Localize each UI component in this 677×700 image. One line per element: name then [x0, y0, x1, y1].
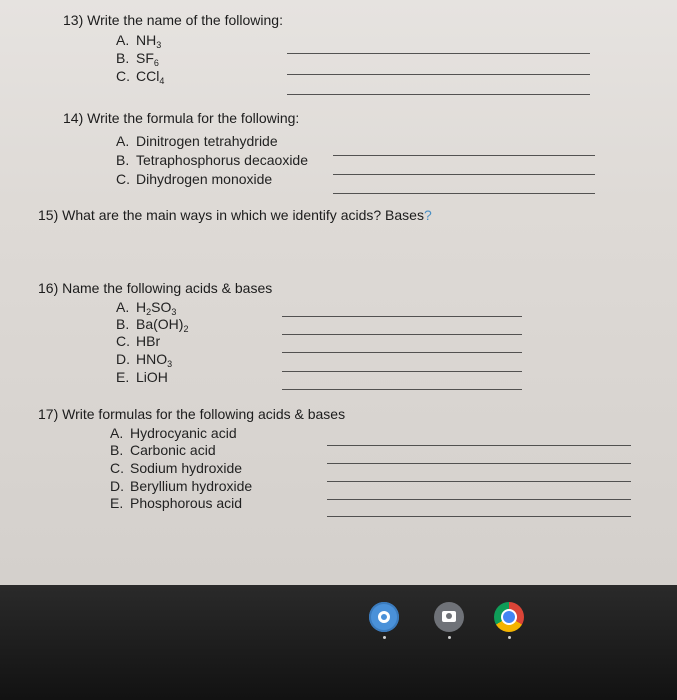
- q17-item-b: [110, 442, 216, 459]
- answer-line: [287, 74, 590, 75]
- chrome-icon[interactable]: [494, 602, 524, 632]
- answer-line: [333, 193, 595, 194]
- answer-line: [287, 53, 590, 54]
- item-text: HNO: [136, 351, 168, 367]
- q16-item-c: [116, 333, 160, 350]
- answer-line: [327, 445, 631, 446]
- item-text: LiOH: [136, 369, 168, 385]
- item-subscript: 3: [171, 307, 177, 317]
- q16-item-a: [116, 299, 176, 316]
- item-letter: B.: [116, 152, 130, 168]
- answer-line: [282, 316, 522, 317]
- item-letter: A.: [116, 299, 130, 315]
- item-subscript: 3: [156, 40, 162, 50]
- q13-item-b: [116, 50, 159, 67]
- item-subscript: 4: [159, 76, 165, 86]
- item-letter: A.: [110, 425, 124, 441]
- q17-item-a: [110, 425, 237, 442]
- item-text: Tetraphosphorus decaoxide: [136, 152, 309, 168]
- answer-line: [287, 94, 590, 95]
- question-14-title: 14) Write the formula for the following:: [63, 110, 300, 126]
- question-17-title: 17) Write formulas for the following acids & bases: [38, 406, 346, 422]
- answer-line: [282, 334, 522, 335]
- chromeos-shelf: [0, 585, 677, 700]
- item-text: SF: [136, 50, 154, 66]
- item-letter: C.: [116, 68, 130, 84]
- q16-item-b: [116, 316, 188, 333]
- question-15-title: [38, 207, 432, 223]
- item-subscript: 3: [167, 359, 173, 369]
- item-letter: A.: [116, 32, 130, 48]
- q16-item-e: [116, 369, 168, 386]
- q14-item-c: [116, 171, 272, 188]
- q13-item-c: [116, 68, 164, 85]
- item-letter: E.: [110, 495, 124, 511]
- running-indicator: [383, 636, 386, 639]
- q17-item-c: [110, 460, 242, 477]
- item-text: Dihydrogen monoxide: [136, 171, 273, 187]
- q14-item-a: [116, 133, 278, 150]
- answer-line: [333, 174, 595, 175]
- item-letter: D.: [116, 351, 130, 367]
- item-text: Ba(OH): [136, 316, 184, 332]
- q13-item-a: [116, 32, 161, 49]
- item-text: Dinitrogen tetrahydride: [136, 133, 278, 149]
- item-text: H: [136, 299, 147, 315]
- q14-item-b: [116, 152, 308, 169]
- item-text: NH: [136, 32, 157, 48]
- camera-icon[interactable]: [434, 602, 464, 632]
- question-13-title: 13) Write the name of the following:: [63, 12, 283, 28]
- item-letter: C.: [116, 171, 130, 187]
- item-letter: B.: [116, 50, 130, 66]
- answer-line: [282, 352, 522, 353]
- answer-line: [327, 481, 631, 482]
- item-letter: E.: [116, 369, 130, 385]
- item-subscript: 6: [153, 58, 159, 68]
- item-text: Phosphorous acid: [130, 495, 243, 511]
- item-subscript: 2: [183, 324, 189, 334]
- answer-line: [282, 389, 522, 390]
- item-subscript: 2: [146, 307, 152, 317]
- q16-item-d: [116, 351, 172, 368]
- item-text: Carbonic acid: [130, 442, 216, 458]
- item-letter: D.: [110, 478, 124, 494]
- answer-line: [282, 371, 522, 372]
- item-text: Sodium hydroxide: [130, 460, 243, 476]
- question-15-text: 15) What are the main ways in which we identify acids? Bases: [38, 207, 424, 223]
- answer-line: [327, 516, 631, 517]
- settings-icon[interactable]: [369, 602, 399, 632]
- item-letter: B.: [110, 442, 124, 458]
- running-indicator: [448, 636, 451, 639]
- item-text: Hydrocyanic acid: [130, 425, 237, 441]
- item-text: CCl: [136, 68, 160, 84]
- item-letter: A.: [116, 133, 130, 149]
- question-15-qmark: ?: [423, 207, 432, 223]
- item-letter: B.: [116, 316, 130, 332]
- answer-line: [327, 463, 631, 464]
- running-indicator: [508, 636, 511, 639]
- item-text: Beryllium hydroxide: [130, 478, 253, 494]
- item-text: HBr: [136, 333, 161, 349]
- answer-line: [333, 155, 595, 156]
- item-letter: C.: [110, 460, 124, 476]
- q17-item-d: [110, 478, 252, 495]
- question-16-title: 16) Name the following acids & bases: [38, 280, 273, 296]
- item-letter: C.: [116, 333, 130, 349]
- answer-line: [327, 499, 631, 500]
- q17-item-e: [110, 495, 242, 512]
- item-text: SO: [151, 299, 172, 315]
